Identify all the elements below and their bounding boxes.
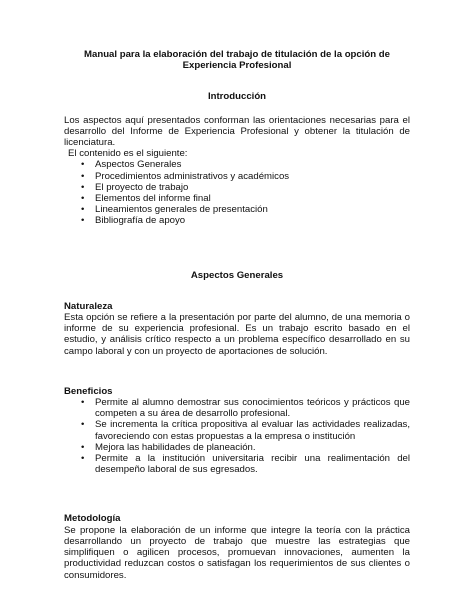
list-item: • Procedimientos administrativos y académicos	[64, 171, 410, 182]
beneficios-heading: Beneficios	[64, 385, 113, 397]
beneficios-list	[64, 397, 410, 475]
general-heading: Aspectos Generales	[190, 269, 284, 281]
naturaleza-paragraph: Esta opción se refiere a la presentación por parte del alumno, de una memoria o informe de su experiencia profesional. Es un trabajo escrito basado en el estudio, y análisis crítico respecto a un problema específico desarrollado en su campo laboral y con un proyecto de aportaciones de solución.	[64, 312, 410, 357]
naturaleza-heading: Naturaleza	[64, 300, 113, 312]
contents-list	[64, 159, 410, 226]
list-item: • Aspectos Generales	[64, 159, 410, 170]
intro-paragraph: Los aspectos aquí presentados conforman las orientaciones necesarias para el desarrollo del Informe de Experiencia Profesional y obtener la titulación de licenciatura.	[64, 114, 410, 149]
title-line-2: Experiencia Profesional	[182, 60, 292, 72]
list-item: • Elementos del informe final	[64, 193, 410, 204]
metodologia-paragraph: Se propone la elaboración de un informe que integre la teoría con la práctica desarrollando un proyecto de trabajo que muestre las estrategias que simplifiquen o agilicen procesos, promuevan innovaciones, aumenten la productividad reduzcan costos o satisfagan los requerimientos de sus clientes o consumidores.	[64, 524, 410, 581]
list-item: • Bibliografía de apoyo	[64, 215, 410, 226]
document-title	[64, 49, 410, 71]
list-item: • Permite a la institución universitaria recibir una realimentación del desempeño laboral de sus egresados.	[64, 453, 410, 475]
contents-label: El contenido es el siguiente:	[68, 148, 188, 160]
metodologia-heading: Metodología	[64, 513, 121, 525]
list-item: • Se incrementa la crítica propositiva al evaluar las actividades realizadas, favoreciendo con estas propuestas a la empresa o institución	[64, 419, 410, 441]
list-item: • Mejora las habilidades de planeación.	[64, 442, 410, 453]
list-item: • Lineamientos generales de presentación	[64, 204, 410, 215]
intro-heading: Introducción	[207, 91, 267, 103]
list-item: • Permite al alumno demostrar sus conocimientos teóricos y prácticos que competen a su área de desarrollo profesional.	[64, 397, 410, 419]
title-line-1: Manual para la elaboración del trabajo de titulación de la opción de	[84, 49, 390, 60]
list-item: • El proyecto de trabajo	[64, 182, 410, 193]
